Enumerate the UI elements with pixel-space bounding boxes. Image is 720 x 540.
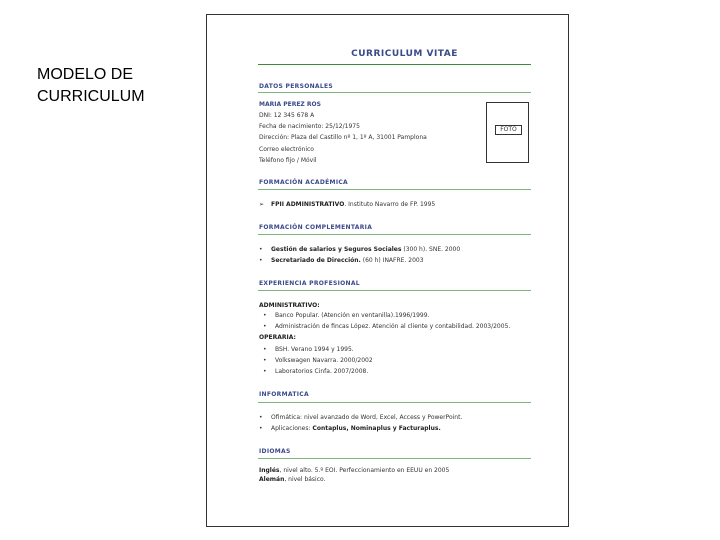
bullet-icon: • (263, 346, 267, 353)
experience-group-title: ADMINISTRATIVO: (259, 302, 320, 309)
section-divider-complementary (258, 234, 531, 235)
language-line: Alemán, nivel básico. (259, 476, 326, 483)
list-item: • Laboratorios Cinfa. 2007/2008. (263, 368, 369, 375)
person-email: Correo electrónico (259, 146, 314, 153)
experience-group-title: OPERARIA: (259, 334, 296, 341)
section-heading-experience: EXPERIENCIA PROFESIONAL (259, 280, 360, 287)
list-item: • Ofimática: nivel avanzado de Word, Excel, Access y PowerPoint. (259, 414, 463, 421)
section-divider-informatics (258, 402, 531, 403)
photo-label: FOTO (495, 125, 522, 135)
slide-title-line-1: MODELO DE (37, 66, 134, 83)
section-heading-languages: IDIOMAS (259, 448, 291, 455)
arrow-bullet-icon: ➢ (259, 201, 265, 208)
section-heading-informatics: INFORMATICA (259, 391, 309, 398)
list-item: ➢ FPII ADMINISTRATIVO. Instituto Navarro de FP. 1995 (259, 201, 436, 208)
person-address: Dirección: Plaza del Castillo nº 1, 1º A, 31001 Pamplona (259, 134, 427, 141)
list-item: • Aplicaciones: Contaplus, Nominaplus y Facturaplus. (259, 425, 441, 432)
section-heading-complementary: FORMACIÓN COMPLEMENTARIA (259, 224, 373, 231)
list-item: • Secretariado de Dirección. (60 h) INAFRE. 2003 (259, 257, 424, 264)
bullet-icon: • (259, 246, 263, 253)
list-item: • Volkswagen Navarra. 2000/2002 (263, 357, 373, 364)
section-divider-languages (258, 458, 531, 459)
language-line: Inglés, nivel alto. 5.º EOI. Perfeccionamiento en EEUU en 2005 (259, 467, 450, 474)
person-name: MARIA PEREZ ROS (259, 101, 321, 108)
bullet-icon: • (263, 312, 267, 319)
section-divider-experience (258, 290, 531, 291)
cv-title: CURRICULUM VITAE (351, 49, 458, 59)
bullet-icon: • (263, 323, 267, 330)
cv-document (206, 14, 569, 527)
bullet-icon: • (263, 357, 267, 364)
section-heading-personal: DATOS PERSONALES (259, 83, 334, 90)
title-divider (258, 64, 531, 65)
bullet-icon: • (259, 414, 263, 421)
list-item: • Gestión de salarios y Seguros Sociales (300 h). SNE. 2000 (259, 246, 461, 253)
section-heading-academic: FORMACIÓN ACADÉMICA (259, 179, 348, 186)
person-birthdate: Fecha de nacimiento: 25/12/1975 (259, 123, 360, 130)
slide-title-line-2: CURRICULUM (37, 88, 145, 105)
person-dni: DNI: 12 345 678 A (259, 112, 315, 119)
bullet-icon: • (259, 257, 263, 264)
person-phone: Teléfono fijo / Móvil (259, 157, 317, 164)
list-item: • BSH. Verano 1994 y 1995. (263, 346, 354, 353)
bullet-icon: • (263, 368, 267, 375)
slide-title (37, 64, 197, 108)
section-divider-personal (258, 92, 531, 93)
photo-placeholder (486, 102, 529, 163)
bullet-icon: • (259, 425, 263, 432)
list-item: • Banco Popular. (Atención en ventanilla).1996/1999. (263, 312, 430, 319)
section-divider-academic (258, 189, 531, 190)
list-item: • Administración de fincas López. Atención al cliente y contabilidad. 2003/2005. (263, 323, 511, 330)
